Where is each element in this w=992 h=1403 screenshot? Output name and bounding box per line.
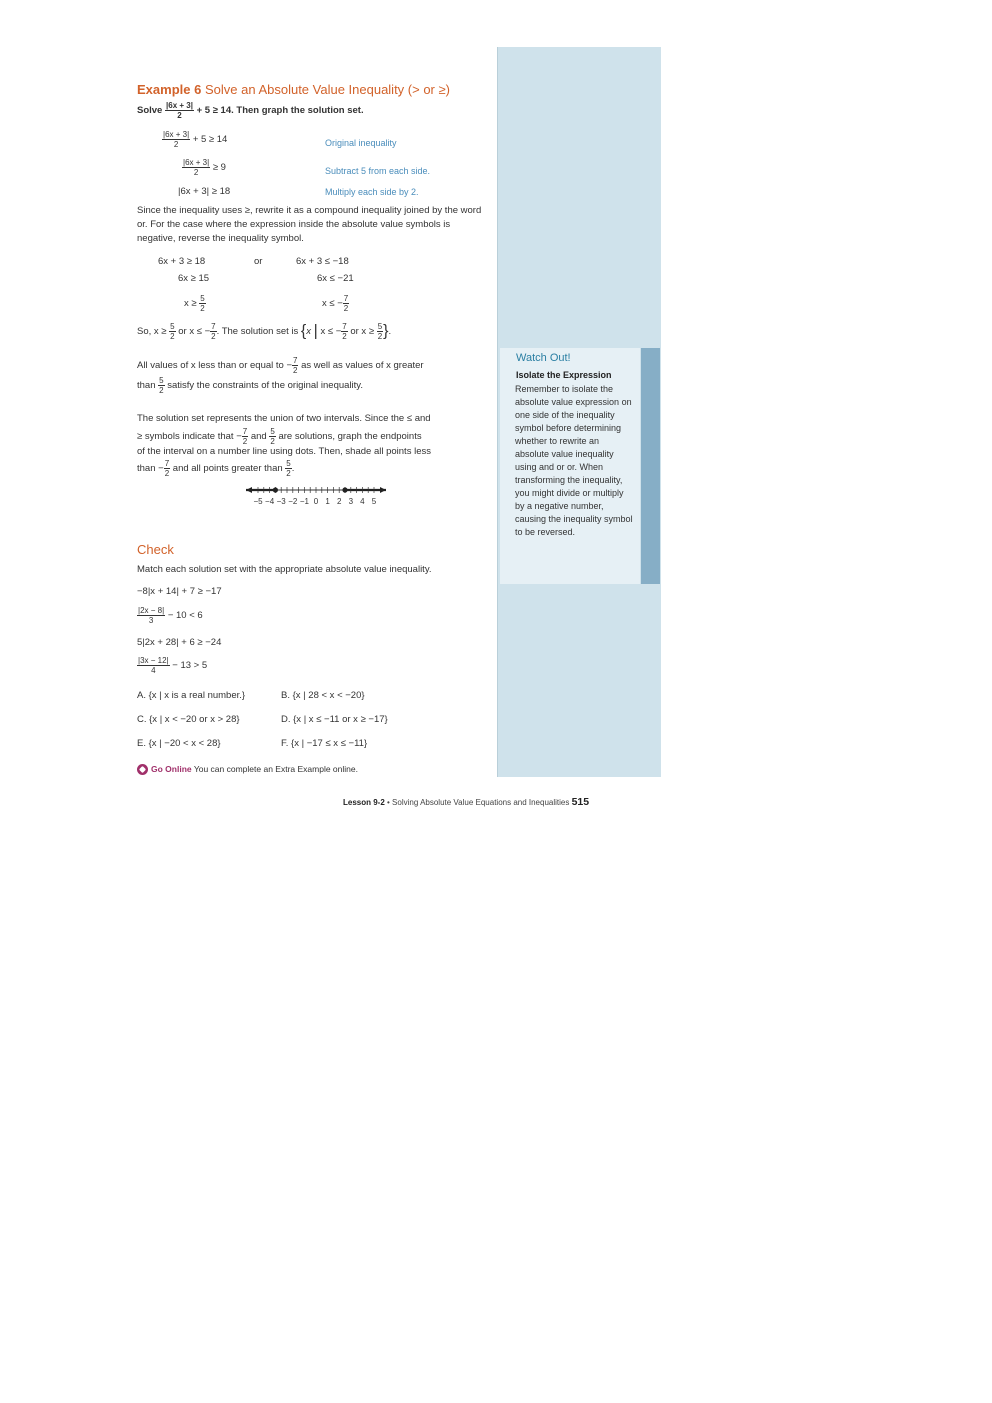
check-instruction: Match each solution set with the appropriate absolute value inequality. — [137, 564, 432, 575]
paragraph-compound: Since the inequality uses ≥, rewrite it as a compound inequality joined by the word or. For the case where the expression inside the absolute value symbols is negative, reverse the inequality symbol. — [137, 205, 482, 244]
tick-label: 5 — [371, 497, 377, 506]
step-3-note: Multiply each side by 2. — [325, 187, 419, 197]
compound-right-3: x ≤ − $\frac{7}{2}$ — [322, 294, 349, 313]
tick-label: 1 — [325, 497, 330, 506]
example-heading: Solve an Absolute Value Inequality (> or ≥) — [204, 82, 450, 97]
option-b[interactable]: B. {x | 28 < x < −20} — [281, 690, 365, 701]
step-3-expr: |6x + 3| ≥ 18 — [178, 186, 231, 197]
go-online-link[interactable]: Go Online You can complete an Extra Example online. — [137, 764, 358, 775]
page-footer: Lesson 9-2 • Solving Absolute Value Equations and Inequalities 515 — [343, 796, 590, 808]
check-title: Check — [137, 542, 174, 557]
example-prompt: Solve $\frac{|6x + 3|}{2}$ + 5 ≥ 14. Then graph the solution set. — [137, 101, 364, 120]
option-e[interactable]: E. {x | −20 < x < 28} — [137, 738, 221, 749]
footer-lesson: Lesson 9-2 — [343, 798, 385, 807]
footer-title: Solving Absolute Value Equations and Inequalities — [392, 798, 570, 807]
left-arrow-icon — [246, 487, 252, 493]
option-f[interactable]: F. {x | −17 ≤ x ≤ −11} — [281, 738, 368, 749]
paragraph-union-2: ≥ symbols indicate that − $\frac{7}{2}$ and $\frac{5}{2}$ are solutions, graph the endpoints — [137, 427, 422, 446]
step-2-note: Subtract 5 from each side. — [325, 166, 431, 176]
right-arrow-icon — [380, 487, 386, 493]
paragraph-union-1: The solution set represents the union of two intervals. Since the ≤ and — [137, 413, 431, 424]
compound-left-2: 6x ≥ 15 — [178, 273, 210, 284]
tick-label: 0 — [313, 497, 319, 506]
tick-label: −5 — [253, 497, 263, 506]
left-endpoint-dot — [273, 487, 278, 492]
step-1-note: Original inequality — [325, 138, 397, 148]
tick-label: −2 — [288, 497, 298, 506]
example-title — [137, 82, 450, 97]
number-line — [244, 483, 388, 511]
watch-out-heading: Isolate the Expression — [516, 370, 612, 380]
tick-label: 3 — [348, 497, 354, 506]
check-item-4: $\frac{|3x - 12|}{4}$ − 13 > 5 — [138, 656, 208, 675]
option-a[interactable]: A. {x | x is a real number.} — [137, 690, 246, 701]
solution-statement: So, x ≥ $\frac{5}{2}$ or x ≤ − $\frac{7}{2}$ . The solution set is {x | x ≤ − $\frac{7}{2}$ or x ≥ $\frac{5}{2}$ }. — [137, 322, 392, 341]
check-item-2: $\frac{|2x - 8|}{3}$ − 10 < 6 — [138, 606, 203, 625]
tick-label: −3 — [276, 497, 286, 506]
watch-out-tab — [641, 348, 660, 584]
tick-label: 4 — [360, 497, 365, 506]
paragraph-values-1: All values of x less than or equal to − $\frac{7}{2}$ as well as values of x greater — [137, 356, 424, 375]
tick-label: −4 — [265, 497, 275, 506]
step-2-expr: $\frac{|6x + 3|}{2}$ ≥ 9 — [183, 158, 226, 177]
compound-left-3: x ≥ $\frac{5}{2}$ — [184, 294, 205, 313]
go-online-icon — [137, 764, 148, 775]
compound-left-1: 6x + 3 ≥ 18 — [158, 256, 206, 267]
compound-right-1: 6x + 3 ≤ −18 — [296, 256, 349, 267]
option-c[interactable]: C. {x | x < −20 or x > 28} — [137, 714, 240, 725]
tick-label: 2 — [336, 497, 342, 506]
page-number: 515 — [571, 796, 590, 808]
watch-out-title: Watch Out! — [516, 352, 571, 364]
check-item-1: −8|x + 14| + 7 ≥ −17 — [137, 586, 222, 597]
compound-or: or — [254, 256, 263, 267]
right-endpoint-dot — [342, 487, 347, 492]
paragraph-values-2: than $\frac{5}{2}$ satisfy the constraints of the original inequality. — [137, 376, 363, 395]
option-d[interactable]: D. {x | x ≤ −11 or x ≥ −17} — [281, 714, 388, 725]
compound-right-2: 6x ≤ −21 — [317, 273, 354, 284]
tick-label: −1 — [299, 497, 309, 506]
watch-out-body: Remember to isolate the absolute value expression on one side of the inequality symbol before determining whether to rewrite an absolute value inequality using and or or. When transforming the inequality, you might divide or multiply by a negative number, causing the inequality symbol to be reversed. — [515, 384, 633, 537]
check-item-3: 5|2x + 28| + 6 ≥ −24 — [137, 637, 222, 648]
paragraph-union-4: than − $\frac{7}{2}$ and all points greater than $\frac{5}{2}$ . — [137, 459, 295, 478]
paragraph-union-3: of the interval on a number line using dots. Then, shade all points less — [137, 446, 431, 457]
example-label: Example 6 — [137, 82, 202, 97]
step-1-expr: $\frac{|6x + 3|}{2}$ + 5 ≥ 14 — [163, 130, 228, 149]
